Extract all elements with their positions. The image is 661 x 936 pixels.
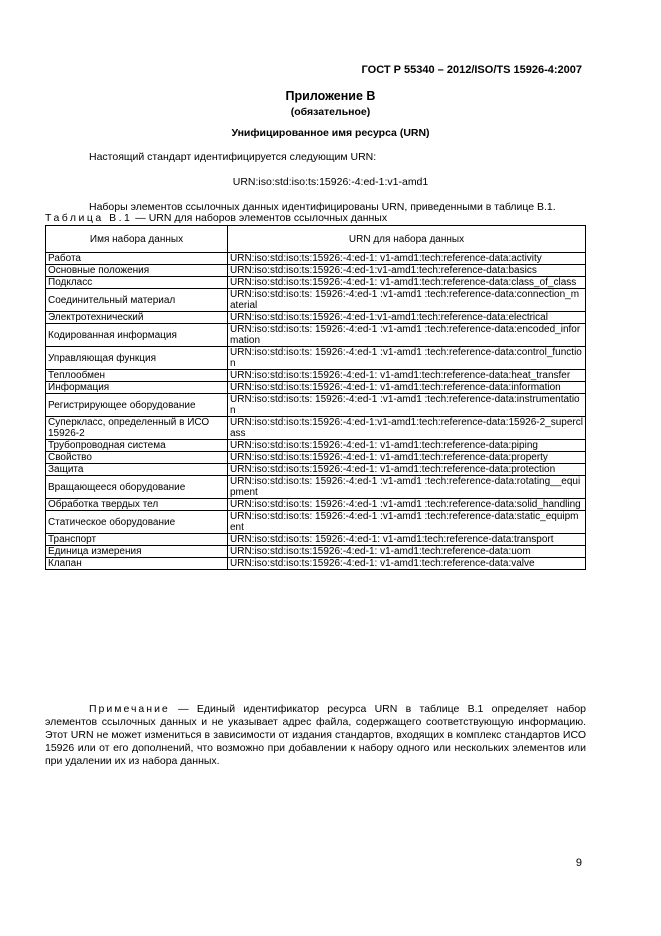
table-row [46,534,586,546]
set-name-cell: Транспорт [46,534,228,546]
set-name-cell: Обработка твердых тел [46,499,228,511]
table-row [46,370,586,382]
urn-cell: URN:iso:std:iso:ts:15926:-4:ed-1: v1-amd1:tech:reference-data:property [228,452,586,464]
table-row [46,347,586,370]
set-name-cell: Защита [46,464,228,476]
urn-table [45,225,586,570]
urn-cell: URN:iso:std:iso:ts:15926:-4:ed-1: v1-amd1:tech:reference-data:class_of_class [228,277,586,289]
urn-cell: URN:iso:std:iso:ts:15926:-4:ed-1: v1-amd1:tech:reference-data:piping [228,440,586,452]
table-row [46,464,586,476]
page-number: 9 [575,857,582,869]
urn-cell: URN:iso:std:iso:ts:15926:-4:ed-1: v1-amd1:tech:reference-data:valve [228,558,586,570]
urn-cell: URN:iso:std:iso:ts: 15926:-4:ed-1 :v1-amd1 :tech:reference-data:rotating__equipment [228,476,586,499]
column-header-urn: URN для набора данных [228,226,586,253]
urn-cell: URN:iso:std:iso:ts: 15926:-4:ed-1 :v1-amd1 :tech:reference-data:encoded_information [228,324,586,347]
urn-cell: URN:iso:std:iso:ts: 15926:-4:ed-1 :v1-amd1 :tech:reference-data:solid_handling [228,499,586,511]
set-name-cell: Клапан [46,558,228,570]
table-row [46,324,586,347]
table-row [46,440,586,452]
urn-cell: URN:iso:std:iso:ts:15926:-4:ed-1: v1-amd1:tech:reference-data:heat_transfer [228,370,586,382]
set-name-cell: Единица измерения [46,546,228,558]
annex-status: (обязательное) [290,106,371,118]
urn-cell: URN:iso:std:iso:ts: 15926:-4:ed-1 :v1-amd1 :tech:reference-data:connection_material [228,289,586,312]
set-name-cell: Подкласс [46,277,228,289]
urn-cell: URN:iso:std:iso:ts:15926:-4:ed-1:v1-amd1:tech:reference-data:electrical [228,312,586,324]
set-name-cell: Трубопроводная система [46,440,228,452]
set-name-cell: Управляющая функция [46,347,228,370]
table-body [46,253,586,570]
table-row [46,382,586,394]
standard-urn: URN:iso:std:iso:ts:15926:-4:ed-1:v1-amd1 [232,176,429,188]
urn-cell: URN:iso:std:iso:ts:15926:-4:ed-1:v1-amd1:tech:reference-data:basics [228,265,586,277]
urn-cell: URN:iso:std:iso:ts:15926:-4:ed-1: v1-amd1:tech:reference-data:activity [228,253,586,265]
urn-cell: URN:iso:std:iso:ts:15926:-4:ed-1: v1-amd1:tech:reference-data:uom [228,546,586,558]
set-name-cell: Соединительный материал [46,289,228,312]
urn-cell: URN:iso:std:iso:ts: 15926:-4:ed-1: v1-amd1:tech:reference-data:transport [228,534,586,546]
intro-paragraph: Настоящий стандарт идентифицируется следующим URN: [89,151,377,163]
table-row [46,417,586,440]
urn-cell: URN:iso:std:iso:ts:15926:-4:ed-1: v1-amd1:tech:reference-data:information [228,382,586,394]
table-row [46,499,586,511]
sets-paragraph: Наборы элементов ссылочных данных идентифицированы URN, приведенными в таблице В.1. [89,201,556,213]
table-row [46,452,586,464]
set-name-cell: Информация [46,382,228,394]
set-name-cell: Работа [46,253,228,265]
urn-cell: URN:iso:std:iso:ts:15926:-4:ed-1:v1-amd1:tech:reference-data:15926-2_superclass [228,417,586,440]
table-row [46,476,586,499]
annex-title: Приложение В [285,89,376,103]
set-name-cell: Вращающееся оборудование [46,476,228,499]
set-name-cell: Электротехнический [46,312,228,324]
set-name-cell: Суперкласс, определенный в ИСО 15926-2 [46,417,228,440]
table-header-row [46,226,586,253]
note-paragraph [45,703,586,768]
urn-cell: URN:iso:std:iso:ts: 15926:-4:ed-1 :v1-amd1 :tech:reference-data:control_function [228,347,586,370]
table-caption-prefix: Таблица В.1 [45,212,133,224]
table-row [46,511,586,534]
set-name-cell: Кодированная информация [46,324,228,347]
note-label: Примечание [89,703,170,715]
table-row [46,312,586,324]
table-row [46,289,586,312]
table-row [46,546,586,558]
column-header-set-name: Имя набора данных [46,226,228,253]
table-row [46,394,586,417]
set-name-cell: Регистрирующее оборудование [46,394,228,417]
set-name-cell: Свойство [46,452,228,464]
table-row [46,558,586,570]
table-caption [45,212,387,224]
table-row [46,277,586,289]
table-row [46,265,586,277]
set-name-cell: Статическое оборудование [46,511,228,534]
set-name-cell: Основные положения [46,265,228,277]
table-caption-text: — URN для наборов элементов ссылочных данных [135,212,388,224]
note-text: — Единый идентификатор ресурса URN в таблице В.1 определяет набор элементов ссылочных данных и не указывает адрес файла, содержащего соответствующую информацию. Этот URN не может измениться в зависимости от издания стандартов, входящих в комплекс стандартов ИСО 15926 или от его дополнений, что возможно при добавлении к набору одного или нескольких элементов или при удалении их из набора данных. [45,703,586,767]
set-name-cell: Теплообмен [46,370,228,382]
document-header: ГОСТ Р 55340 – 2012/ISO/TS 15926-4:2007 [361,64,582,76]
table-row [46,253,586,265]
urn-cell: URN:iso:std:iso:ts: 15926:-4:ed-1 :v1-amd1 :tech:reference-data:static_equipment [228,511,586,534]
annex-heading: Унифицированное имя ресурса (URN) [231,127,430,139]
urn-cell: URN:iso:std:iso:ts: 15926:-4:ed-1 :v1-amd1 :tech:reference-data:instrumentation [228,394,586,417]
urn-cell: URN:iso:std:iso:ts:15926:-4:ed-1: v1-amd1:tech:reference-data:protection [228,464,586,476]
